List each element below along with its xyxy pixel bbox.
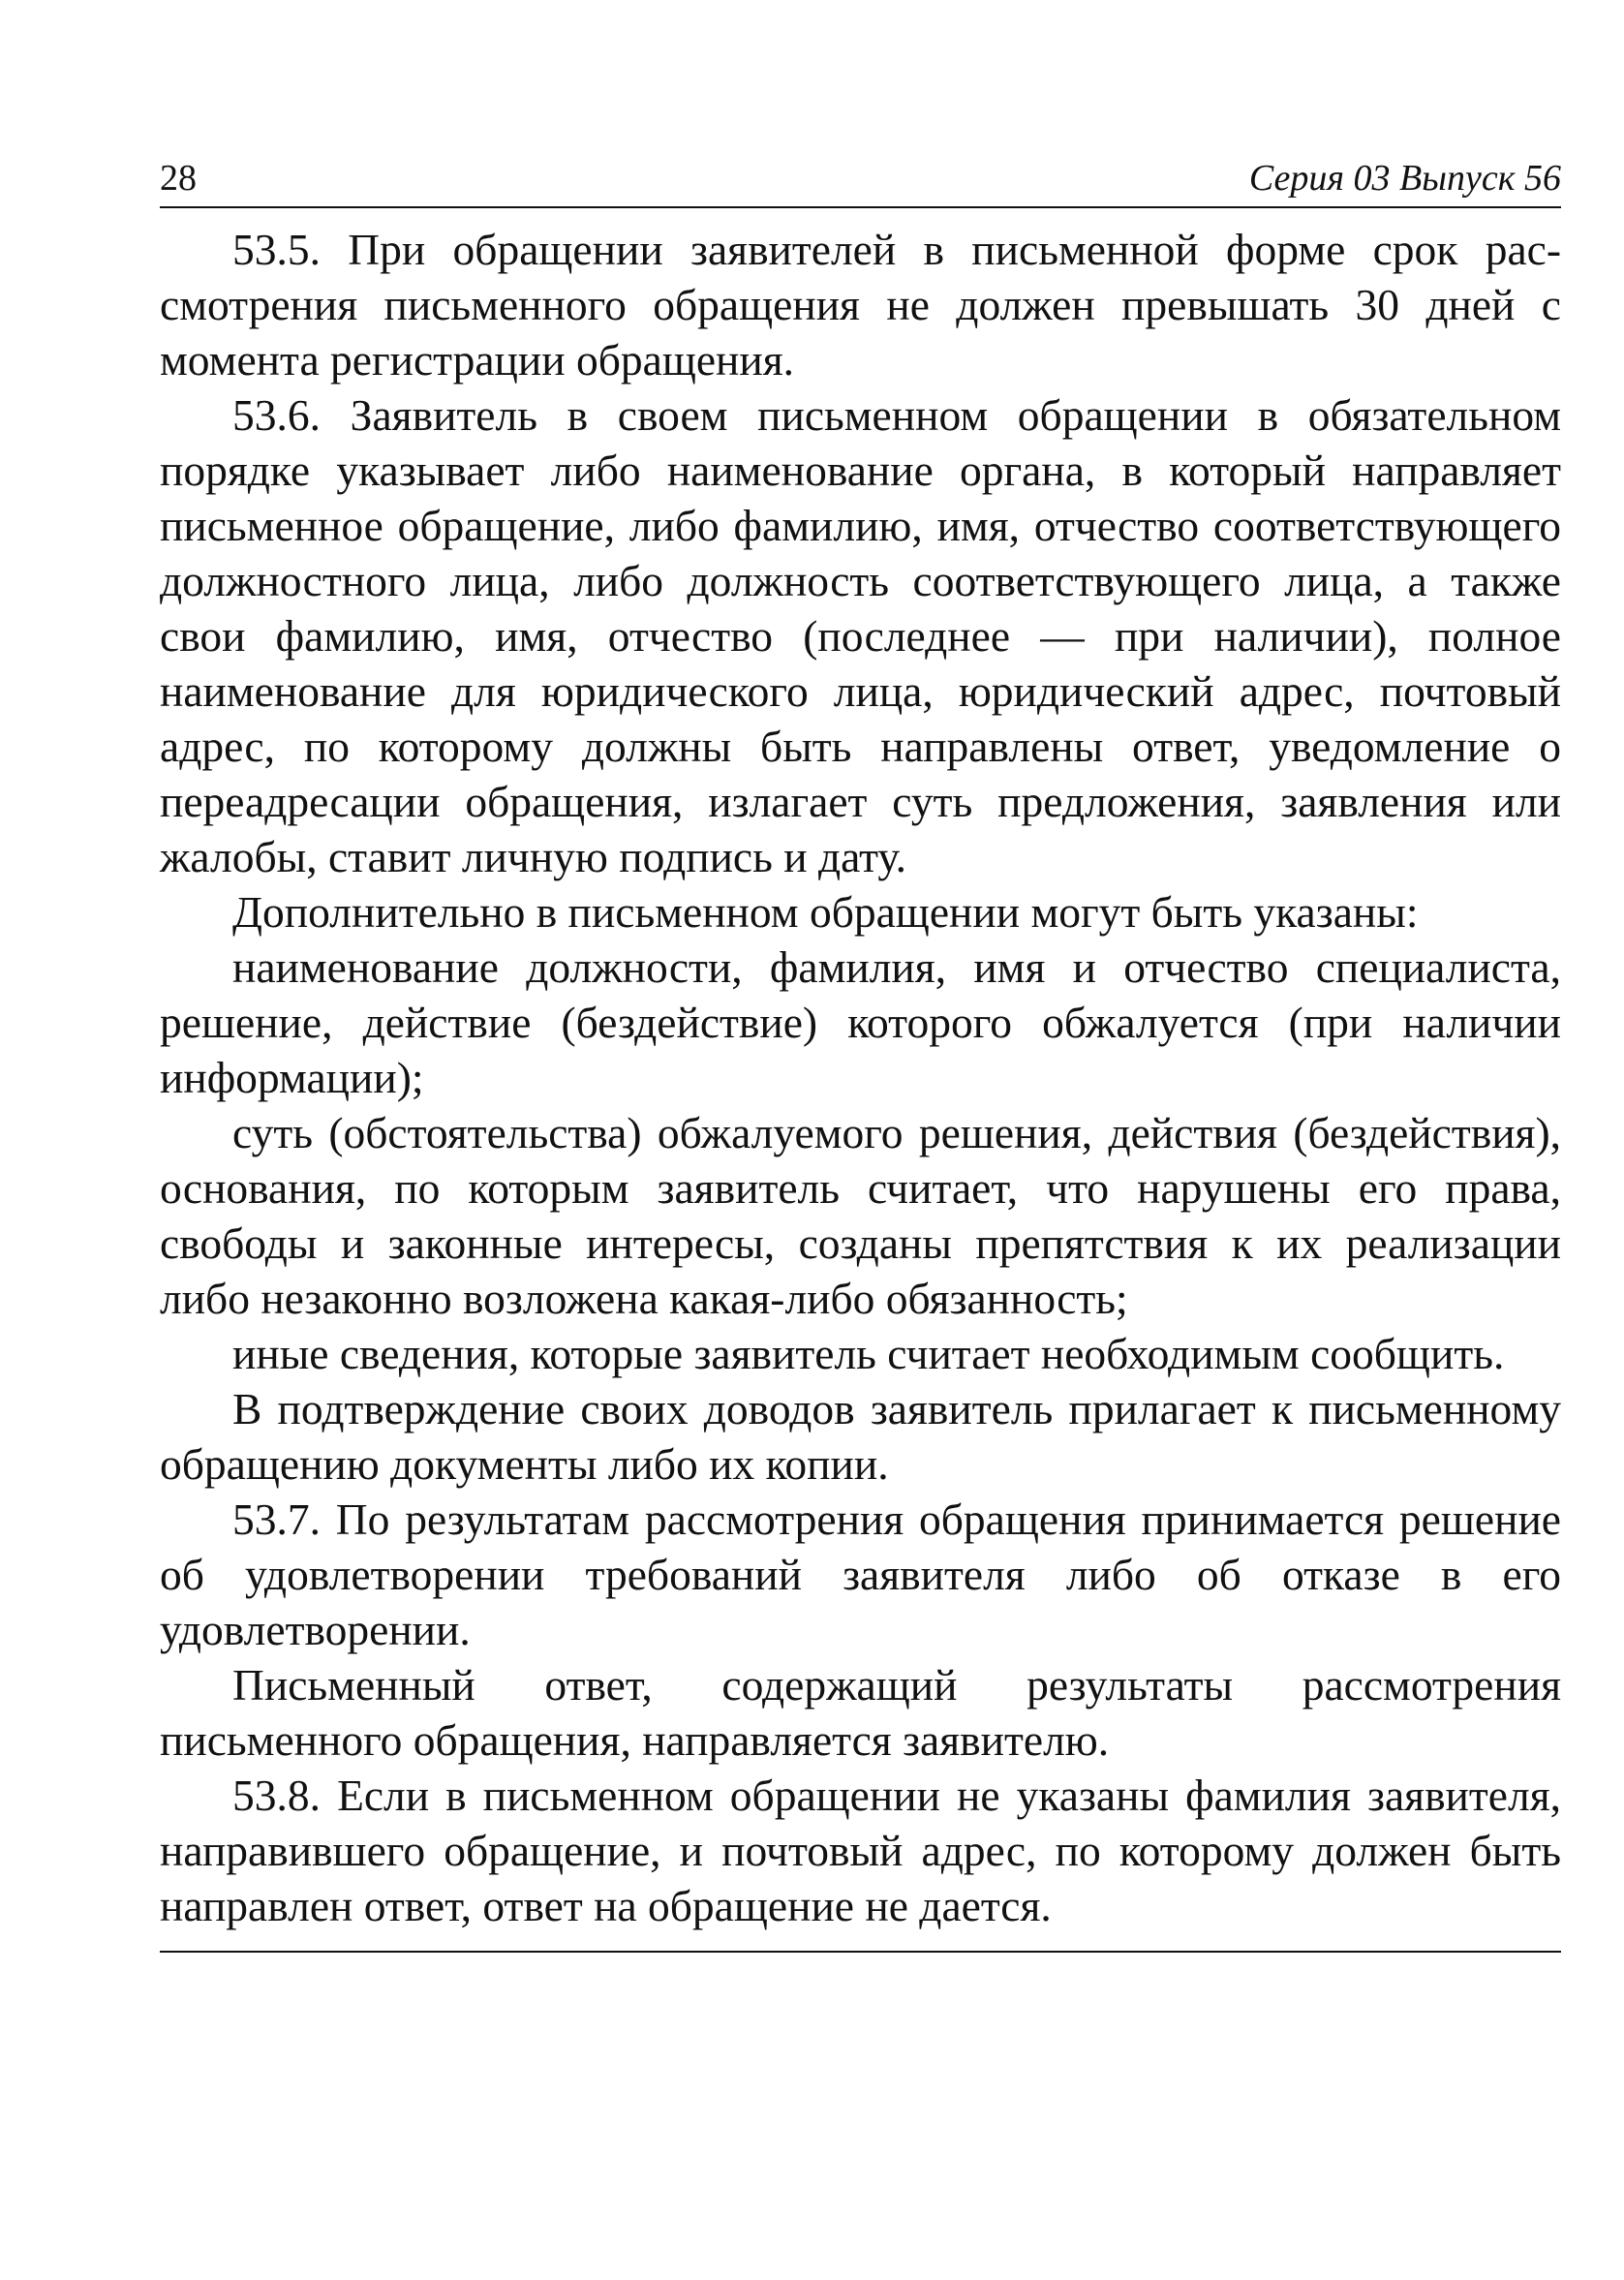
bottom-rule (160, 1951, 1561, 1953)
paragraph-written-answer: Письменный ответ, содержащий результаты рассмотрения письменного обращения, направляется заявителю. (160, 1660, 1561, 1765)
paragraph-list-item-other: иные сведения, которые заявитель считает необходимым сообщить. (232, 1329, 1505, 1378)
paragraph-53-7: 53.7. По результатам рассмотрения обращения принимается решение об удовлетворении требований заявителя либо об отказе в его удовлетворении. (160, 1494, 1561, 1654)
series-title: Серия 03 Выпуск 56 (1248, 158, 1561, 199)
paragraph-list-item-specialist: наименование должности, фамилия, имя и отчество специалиста, решение, действие (бездействие) которого обжалуется (при наличии информации); (160, 942, 1561, 1102)
page-number: 28 (160, 158, 197, 199)
paragraph-list-item-circumstances: суть (обстоятельства) обжалуемого решения, действия (бездействия), основания, по которым заявитель считает, что нарушены его права, свободы и законные интересы, созданы препятствия к их реализации либо незаконно возложена какая-либо обязанность; (160, 1108, 1561, 1323)
paragraph-53-6: 53.6. Заявитель в своем письменном обращении в обязательном порядке указывает либо наименование органа, в который направляет письменное обращение, либо фамилию, имя, отчество соответствующего должностного лица, либо должность соответствующего лица, а также свои фамилию, имя, отчество (последнее — при наличии), полное наименование для юридического лица, юридический адрес, почтовый адрес, по которому должны быть направлены ответ, уведомление о переадресации обращения, излагает суть предложения, заявления или жалобы, ставит личную подпись и дату. (160, 390, 1561, 881)
paragraph-supporting-documents: В подтверждение своих доводов заявитель прилагает к письменному обращению документы либо их копии. (160, 1384, 1561, 1489)
page-body (160, 222, 1561, 1933)
document-page (160, 160, 1561, 1953)
running-header (160, 160, 1561, 208)
paragraph-additional-intro: Дополнительно в письменном обращении могут быть указаны: (232, 887, 1419, 937)
paragraph-53-5: 53.5. При обращении заявителей в письменной форме срок рассмотрения письменного обращения не должен превышать 30 дней с момента регистрации обращения. (160, 225, 1561, 385)
paragraph-53-8: 53.8. Если в письменном обращении не указаны фамилия заявителя, направившего обращение, и почтовый адрес, по которому должен быть направлен ответ, ответ на обращение не дается. (160, 1771, 1561, 1930)
